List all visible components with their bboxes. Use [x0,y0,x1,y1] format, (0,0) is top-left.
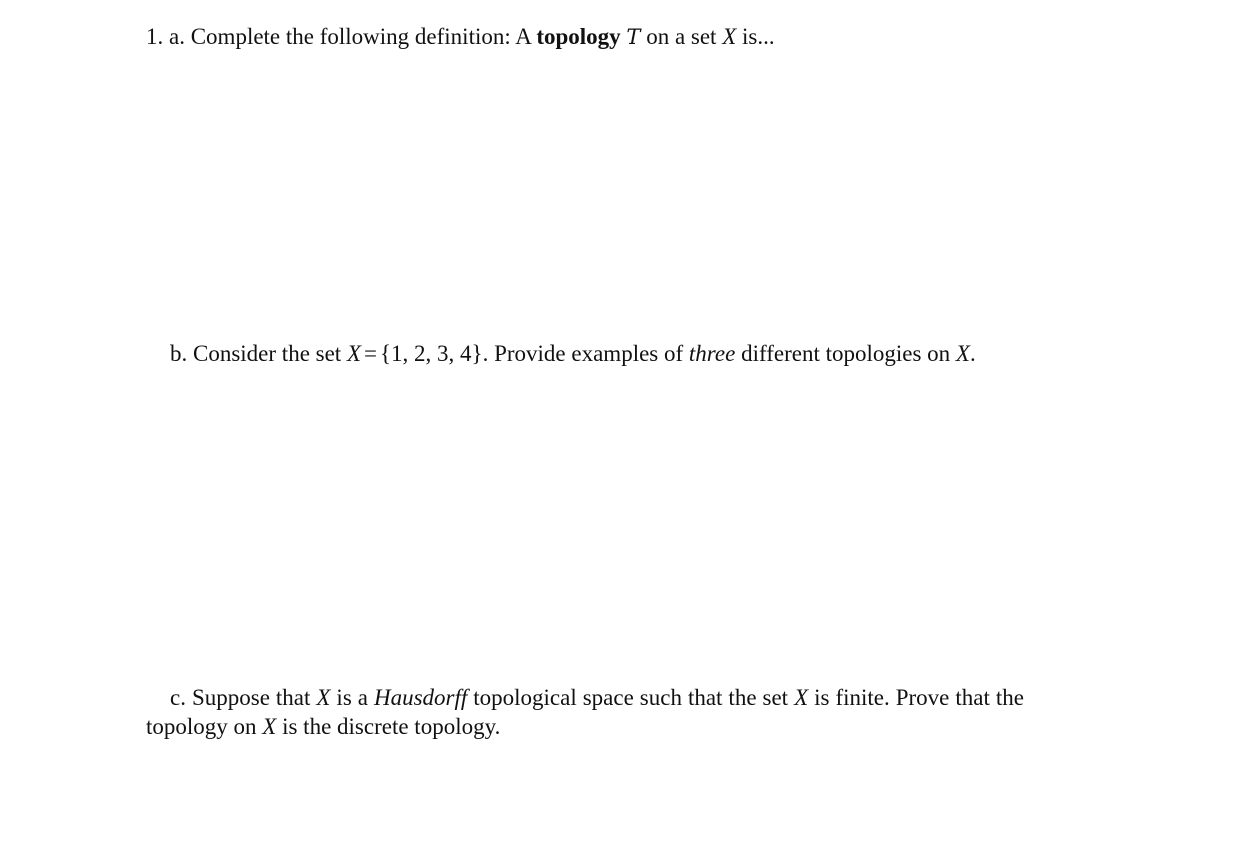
q1c-text-2: is a [330,685,374,710]
q1b-set-value: {1, 2, 3, 4} [380,341,483,366]
question-1c [146,683,1024,741]
q1b-text-2: . Provide examples of [482,341,689,366]
q1c-var-X-2: X [794,685,809,710]
q1b-emph-three: three [688,341,736,366]
q1b-text-3: different topologies on [735,341,956,366]
question-1a [146,22,1024,52]
q1c-text-5: is the discrete topology. [276,714,501,739]
q1a-term-topology: topology [536,24,621,49]
q1a-var-X: X [722,24,737,49]
q1b-equals-sign: = [364,341,377,366]
q1c-var-X-3: X [262,714,277,739]
q1c-emph-hausdorff: Hausdorff [373,685,468,710]
q1c-var-X: X [316,685,331,710]
q1c-text-4: is finite. Prove that the topology on [146,685,1024,739]
q1a-text-1: 1. a. Complete the following definition: A [146,24,537,49]
q1c-text-1: c. Suppose that [170,685,317,710]
q1a-text-3: is... [736,24,775,49]
q1b-text-4: . [969,341,976,366]
q1a-symbol-T: T [626,25,641,49]
q1a-text-2: on a set [640,24,723,49]
q1c-text-3: topological space such that the set [467,685,795,710]
q1b-text-1: b. Consider the set [170,341,347,366]
q1b-var-X-2: X [955,341,970,366]
question-1b [146,339,1024,368]
q1b-var-X: X [346,341,362,366]
